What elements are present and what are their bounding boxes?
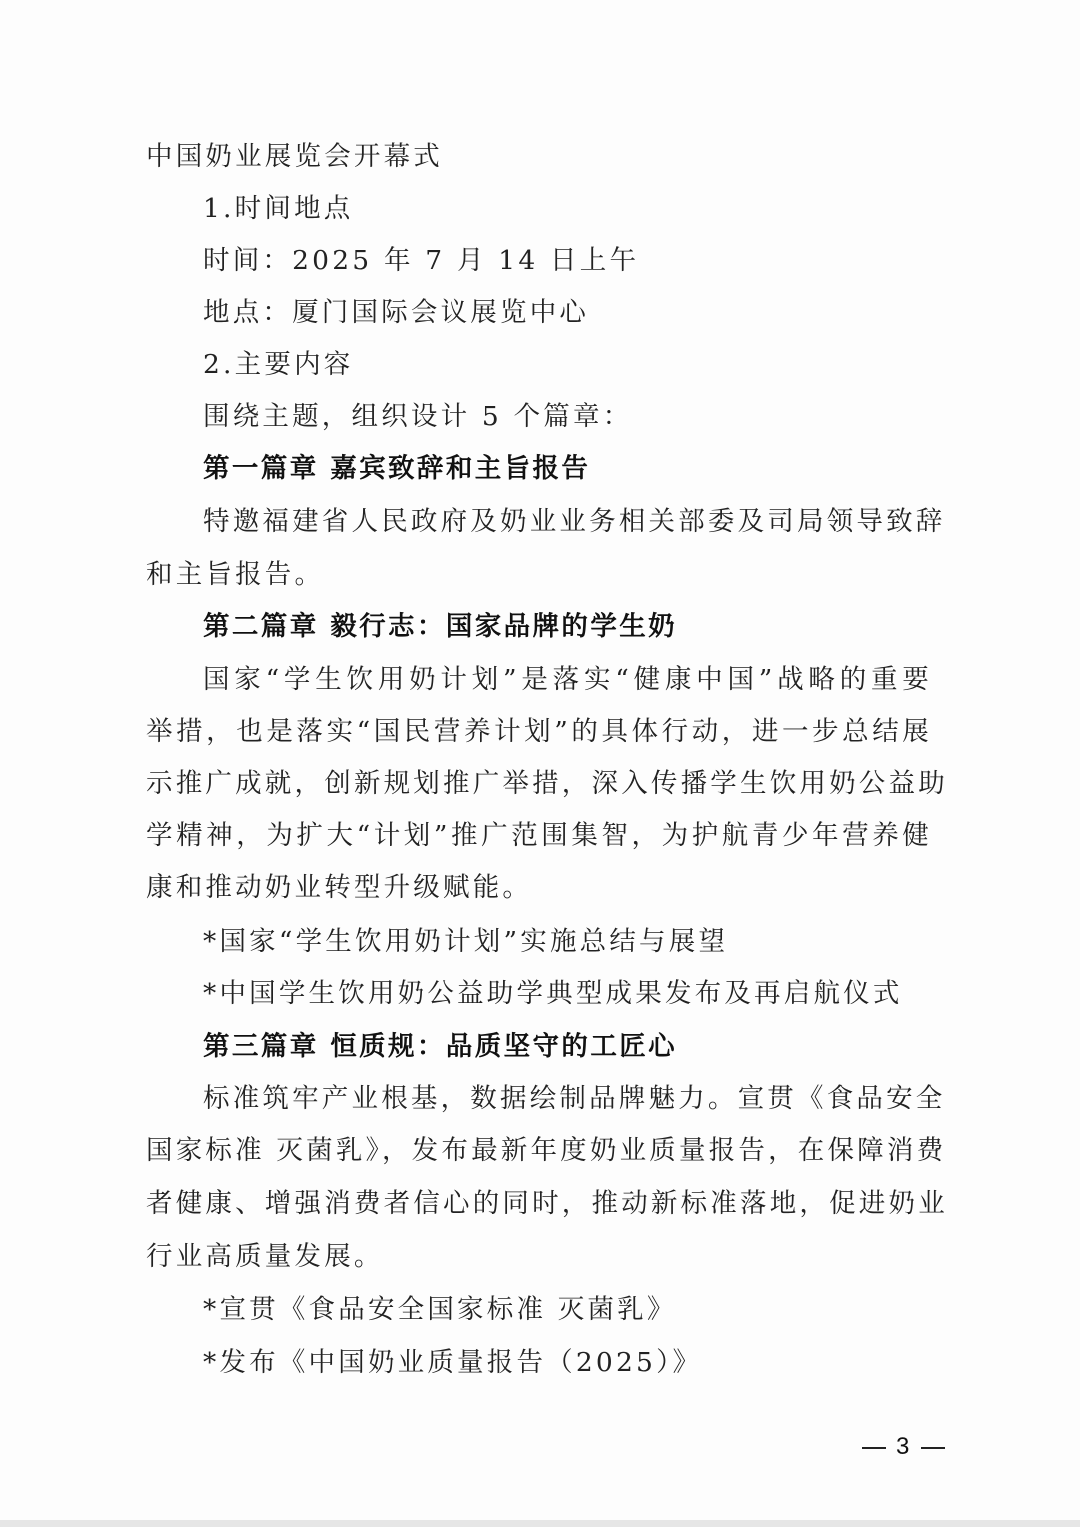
section-title: 中国奶业展览会开幕式 bbox=[146, 141, 443, 172]
chapter-2-paragraph-line: 国家“学生饮用奶计划”是落实“健康中国”战略的重要 bbox=[203, 664, 932, 695]
page-bottom-edge bbox=[0, 1520, 1080, 1527]
chapter-3-paragraph-line: 国家标准 灭菌乳》，发布最新年度奶业质量报告，在保障消费 bbox=[146, 1135, 947, 1166]
chapter-2-paragraph-line: 举措，也是落实“国民营养计划”的具体行动，进一步总结展 bbox=[146, 716, 932, 747]
chapter-3-paragraph-line: 标准筑牢产业根基，数据绘制品牌魅力。宣贯《食品安全 bbox=[203, 1083, 946, 1114]
page-number bbox=[852, 1433, 955, 1461]
subsection-heading-time-place: 1.时间地点 bbox=[203, 193, 354, 224]
chapter-3-bullet: *发布《中国奶业质量报告（2025）》 bbox=[203, 1347, 703, 1378]
chapter-3-paragraph-line: 者健康、增强消费者信心的同时，推动新标准落地，促进奶业 bbox=[146, 1188, 948, 1219]
chapter-1-paragraph-line: 特邀福建省人民政府及奶业业务相关部委及司局领导致辞 bbox=[203, 506, 946, 537]
chapter-1-paragraph-line: 和主旨报告。 bbox=[146, 559, 325, 590]
chapter-2-bullet: *中国学生饮用奶公益助学典型成果发布及再启航仪式 bbox=[203, 978, 903, 1009]
chapter-3-paragraph-line: 行业高质量发展。 bbox=[146, 1241, 384, 1272]
dash-right bbox=[921, 1447, 945, 1449]
event-place: 地点：厦门国际会议展览中心 bbox=[203, 297, 590, 328]
main-content-intro: 围绕主题，组织设计 5 个篇章： bbox=[203, 401, 633, 432]
subsection-heading-main-content: 2.主要内容 bbox=[203, 349, 354, 380]
dash-left bbox=[862, 1447, 886, 1449]
chapter-2-title: 第二篇章 毅行志：国家品牌的学生奶 bbox=[203, 611, 678, 642]
event-time: 时间：2025 年 7 月 14 日上午 bbox=[203, 245, 640, 276]
chapter-2-paragraph-line: 康和推动奶业转型升级赋能。 bbox=[146, 872, 533, 903]
chapter-2-paragraph-line: 学精神，为扩大“计划”推广范围集智，为护航青少年营养健 bbox=[146, 820, 932, 851]
chapter-3-bullet: *宣贯《食品安全国家标准 灭菌乳》 bbox=[203, 1294, 677, 1325]
chapter-3-title: 第三篇章 恒质规：品质坚守的工匠心 bbox=[203, 1031, 678, 1062]
page-number-value: 3 bbox=[896, 1433, 912, 1460]
chapter-2-paragraph-line: 示推广成就，创新规划推广举措，深入传播学生饮用奶公益助 bbox=[146, 768, 948, 799]
chapter-2-bullet: *国家“学生饮用奶计划”实施总结与展望 bbox=[203, 926, 729, 957]
chapter-1-title: 第一篇章 嘉宾致辞和主旨报告 bbox=[203, 453, 591, 484]
